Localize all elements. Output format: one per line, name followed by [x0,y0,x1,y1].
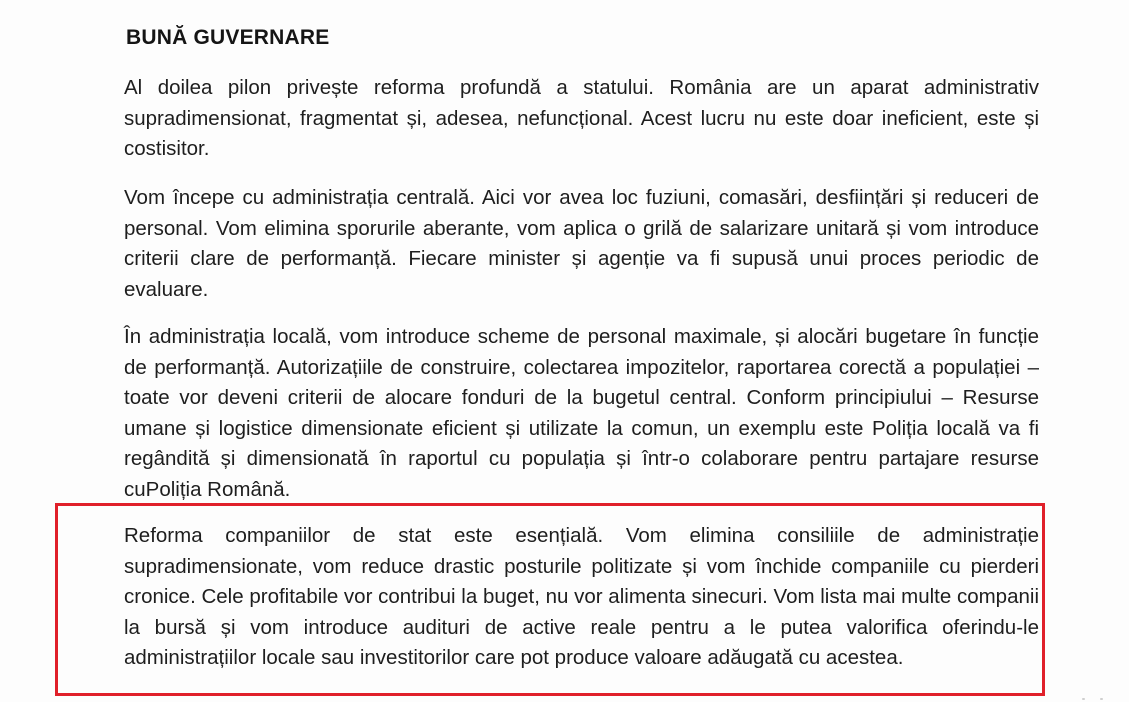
scan-speck [1100,698,1103,700]
paragraph-central-administration: Vom începe cu administrația centrală. Aici vor avea loc fuziuni, comasări, desființări și reduceri de personal. Vom elimina sporurile aberante, vom aplica o grilă de salarizare unitară și vom introduce criterii clare de performanță. Fiecare minister și agenție va fi supusă unui proces periodic de evaluare. [124,186,1039,301]
paragraph-state-companies: Reforma companiilor de stat este esențială. Vom elimina consiliile de administrație supradimensionate, vom reduce drastic posturile politizate și vom închide companiile cu pierderi cronice. Cele profitabile vor contribui la buget, nu vor alimenta sinecuri. Vom lista mai multe companii la bursă și vom introduce audituri de active reale pentru a le putea valorifica oferindu-le administrațiilor locale sau investitorilor care pot produce valoare adăugată cu acestea. [124,524,1039,669]
scan-speck [1082,698,1085,700]
section-heading: BUNĂ GUVERNARE [126,26,330,49]
paragraph-state-reform: Al doilea pilon privește reforma profundă a statului. România are un aparat administrativ supradimensionat, fragmentat și, adesea, nefuncțional. Acest lucru nu este doar ineficient, este și costisitor. [124,76,1039,160]
paragraph-local-administration: În administrația locală, vom introduce scheme de personal maximale, și alocări bugetare în funcție de performanță. Autorizațiile de construire, colectarea impozitelor, raportarea corectă a populației – toate vor deveni criterii de alocare fonduri de la bugetul central. Conform principiului – Resurse umane și logistice dimensionate eficient și utilizate la comun, un exemplu este Poliția locală va fi regândită și dimensionată în raportul cu populația și într-o colaborare pentru partajare resurse cuPoliția Română. [124,325,1039,501]
